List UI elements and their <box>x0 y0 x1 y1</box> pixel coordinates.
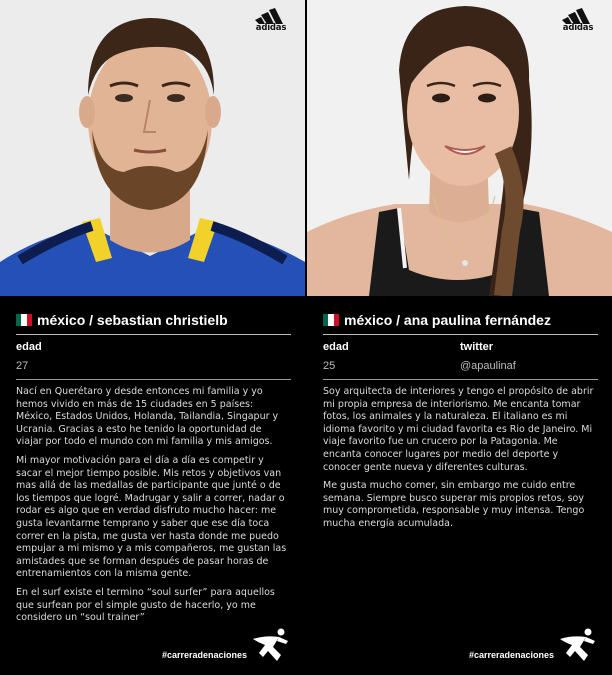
profile-fields <box>323 341 598 373</box>
bio-paragraph: Nací en Querétaro y desde entonces mi familia y yo hemos vivido en más de 15 ciudades en 5 países: México, Estados Unidos, Holanda, Tailandia, Singapur y Ucrania. Gracias a esto he tenido la oportunidad de viajar por todo el mundo con mi familia y mis amigos. <box>16 386 279 448</box>
biography <box>323 386 598 531</box>
profile-card-ana-paulina <box>307 0 612 675</box>
portrait-photo <box>0 0 305 296</box>
profile-fields <box>16 341 291 373</box>
profile-name: méxico / ana paulina fernández <box>344 312 551 328</box>
bio-paragraph: Mi mayor motivación para el día a día es competir y sacar el mejor tiempo posible. Mis retos y objetivos van mas allá de las medallas de participante que junté o de los tiempos que logré. Madrugar y salir a correr, nadar o rodar es algo que en verdad disfruto mucho hacer: me gusta levantarme temprano y saber que ese día toca correr en la pista, me gusta ver hasta donde me puedo empujar a mi mismo y a mis compañeros, me gustan las amistades que se forman después de pasar horas de entrenamientos con la misma gente. <box>16 454 287 580</box>
adidas-wordmark: adidas <box>562 23 594 33</box>
bio-paragraph: Me gusta mucho comer, sin embargo me cuido entre semana. Siempre busco superar mis propios retos, soy muy comprometida, responsable y muy intensa. Tengo mucha energía acumulada. <box>323 480 585 529</box>
runner-icon <box>251 627 291 663</box>
age-field <box>16 341 153 373</box>
adidas-logo-icon <box>251 7 291 33</box>
adidas-wordmark: adidas <box>255 23 287 33</box>
runner-icon <box>558 627 598 663</box>
twitter-handle[interactable]: @apaulinaf <box>460 360 516 372</box>
name-row <box>323 306 598 334</box>
hashtag: #carreradenaciones <box>161 650 247 660</box>
bio-paragraph: En el surf existe el termino “soul surfer” para aquellos que surfean por el simple gusto de hacerlo, yo me considero un “soul trainer” <box>16 586 275 624</box>
hashtag: #carreradenaciones <box>468 650 554 660</box>
adidas-logo-icon <box>558 7 598 33</box>
mexico-flag-icon <box>16 314 32 326</box>
divider <box>16 334 291 335</box>
profile-name: méxico / sebastian christielb <box>37 312 228 328</box>
age-label: edad <box>16 341 42 353</box>
biography <box>16 386 291 625</box>
divider <box>323 334 598 335</box>
footer <box>162 627 291 663</box>
twitter-field <box>460 341 597 373</box>
age-value: 25 <box>323 360 336 372</box>
profile-card-sebastian <box>0 0 305 675</box>
divider <box>16 379 291 380</box>
mexico-flag-icon <box>323 314 339 326</box>
age-value: 27 <box>16 360 29 372</box>
footer <box>469 627 598 663</box>
profile-info <box>323 306 598 537</box>
portrait-photo <box>307 0 612 296</box>
profile-info <box>16 306 291 631</box>
age-label: edad <box>323 341 349 353</box>
twitter-label: twitter <box>460 341 493 353</box>
bio-paragraph: Soy arquitecta de interiores y tengo el propósito de abrir mi propia empresa de interiorismo. Me encanta tomar fotos, los animales y la naturaleza. El italiano es mi idioma favorito y mi ciudad favorita es Rio de Janeiro. Mi viaje favorito fue un crucero por la Patagonia. Me encanta conocer lugares por medio del deporte y conocer gente nueva y diferentes culturas. <box>323 386 594 473</box>
divider <box>323 379 598 380</box>
age-field <box>323 341 460 373</box>
name-row <box>16 306 291 334</box>
